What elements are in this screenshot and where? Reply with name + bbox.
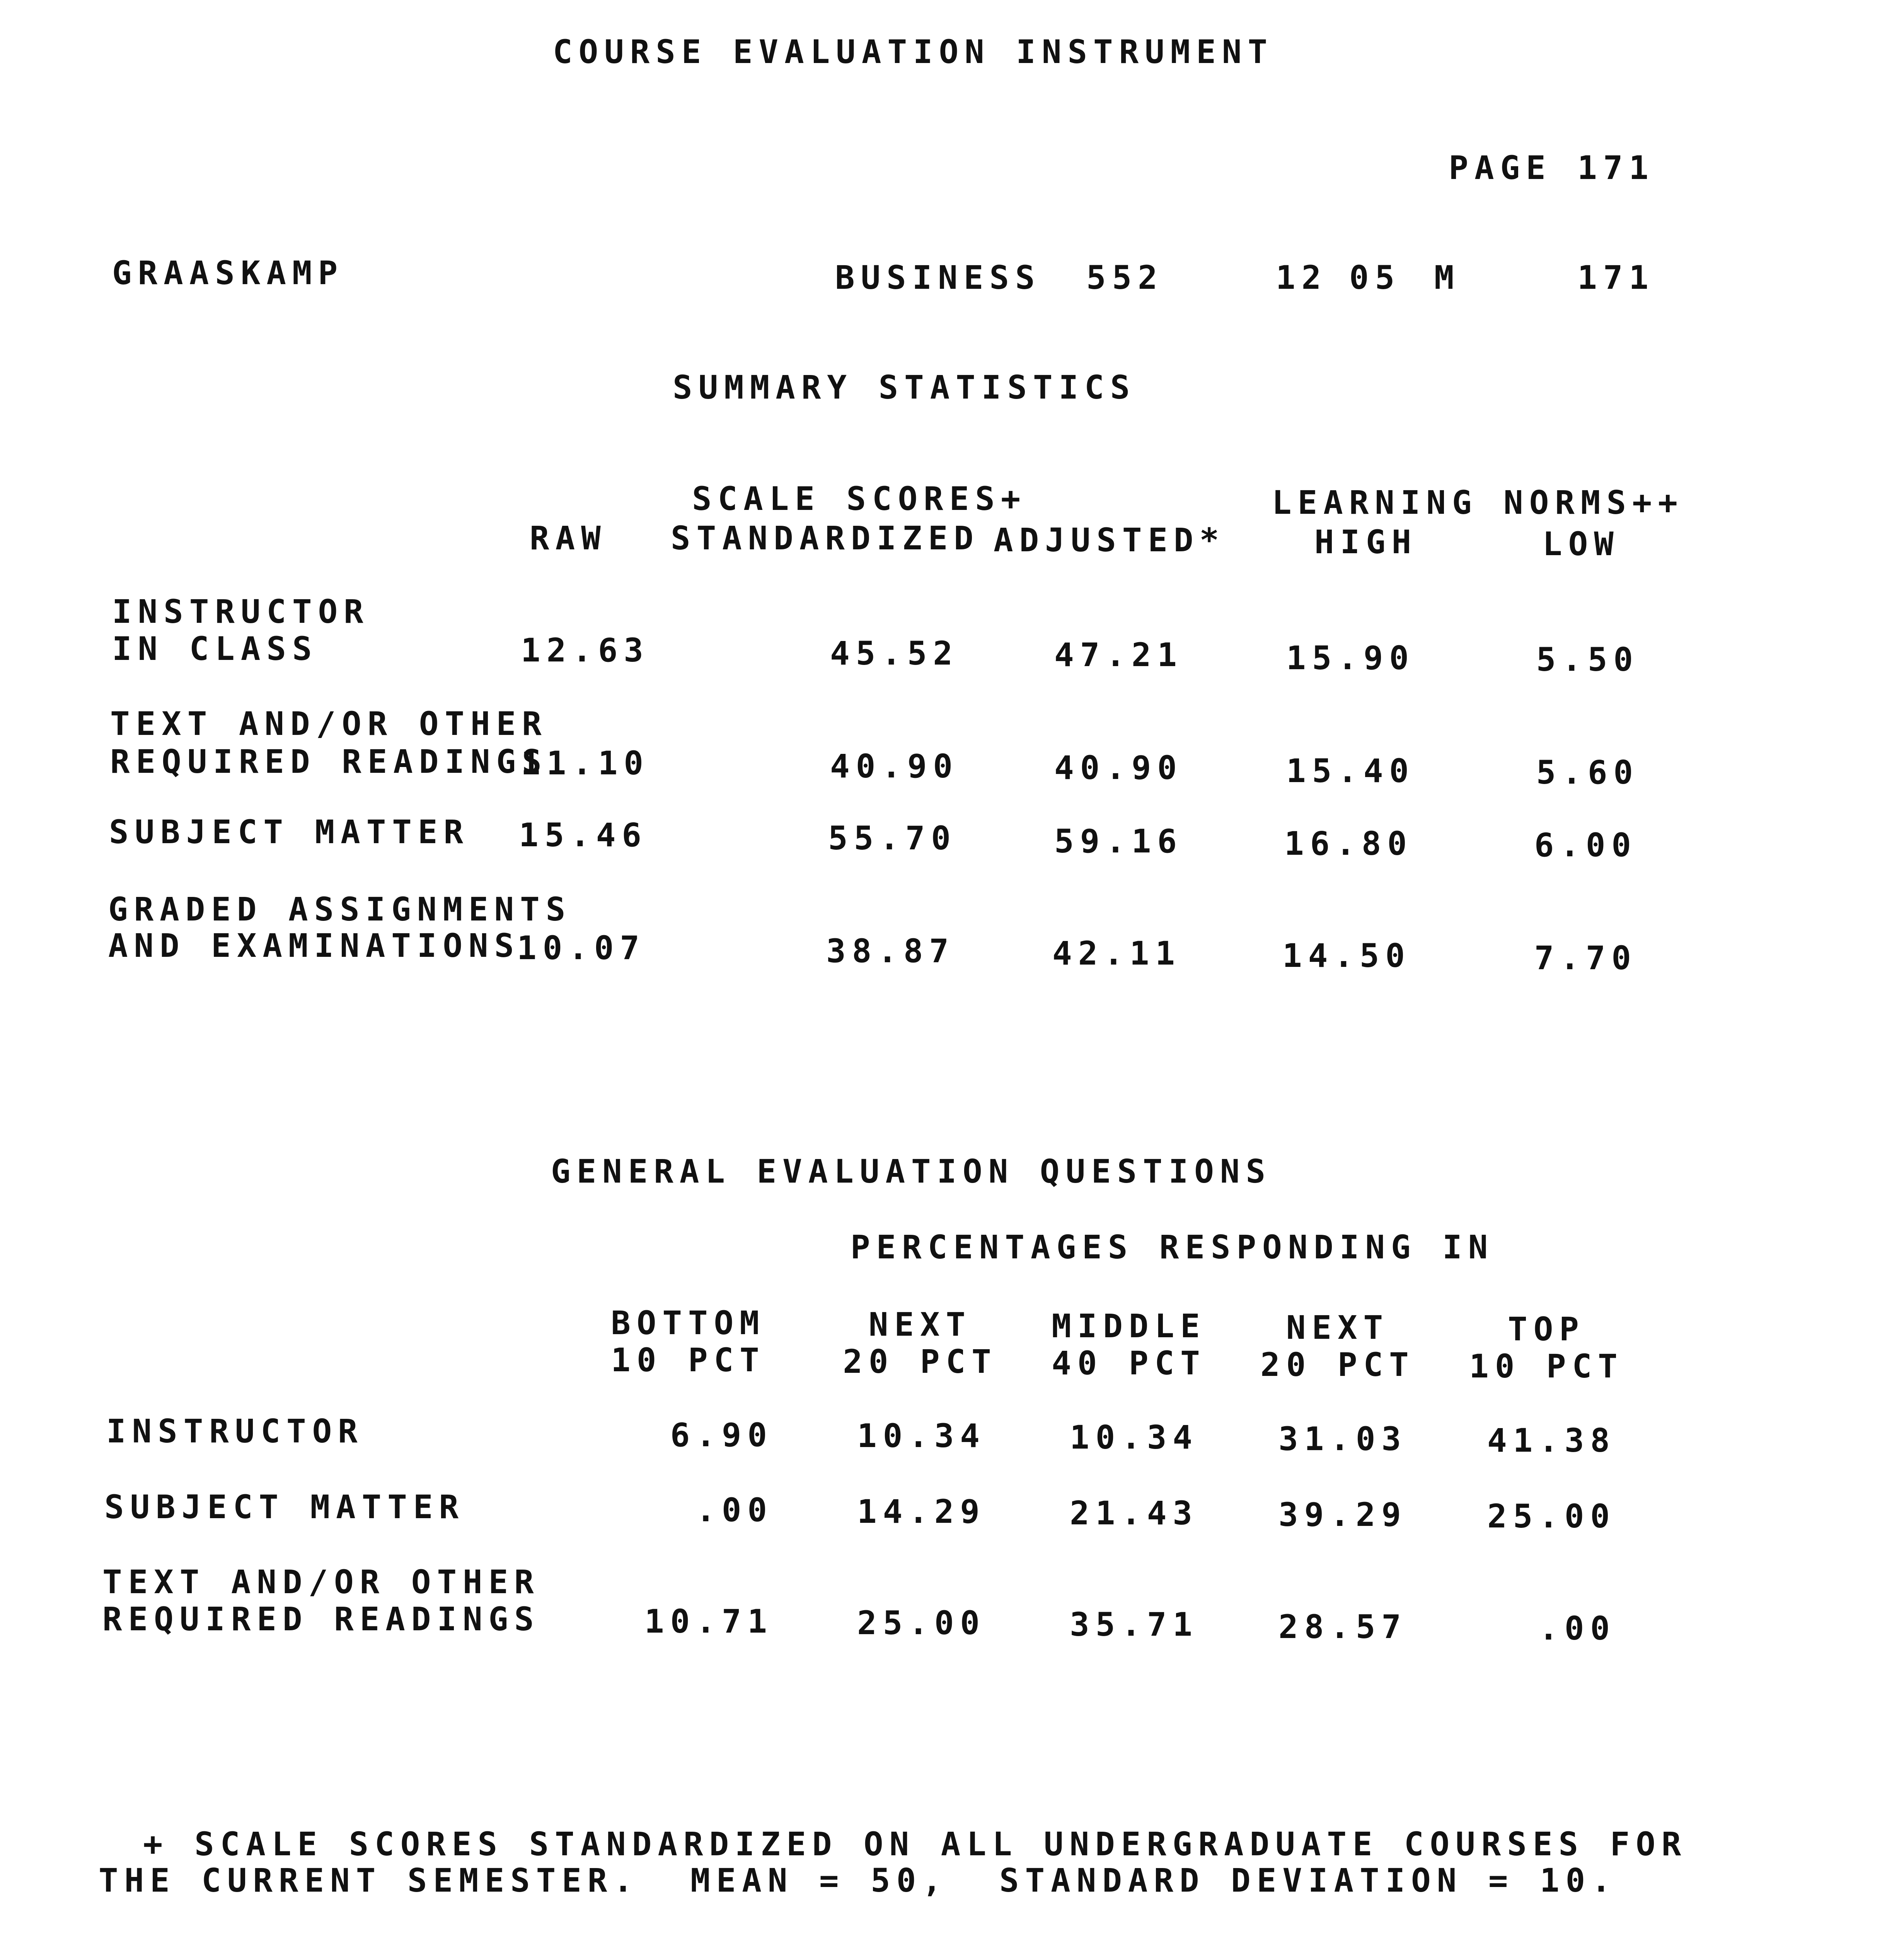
col-high: HIGH — [1314, 523, 1418, 561]
summary-raw: 11.10 — [521, 744, 649, 782]
pct-value: 14.29 — [857, 1493, 986, 1531]
summary-title: SUMMARY STATISTICS — [673, 368, 1136, 406]
learning-norms-header: LEARNING NORMS++ — [1272, 484, 1684, 522]
pct-value: 39.29 — [1278, 1496, 1407, 1534]
instructor-name: GRAASKAMP — [112, 254, 344, 292]
summary-standardized: 38.87 — [826, 932, 955, 970]
pct-col-header: NEXT — [868, 1306, 972, 1343]
summary-adjusted: 42.11 — [1052, 934, 1181, 972]
department: BUSINESS — [835, 259, 1041, 297]
pct-col-header: BOTTOM — [611, 1304, 765, 1342]
general-row-label: SUBJECT MATTER — [104, 1488, 465, 1526]
pct-value: 25.00 — [857, 1604, 986, 1642]
summary-raw: 10.07 — [517, 929, 646, 967]
summary-standardized: 45.52 — [830, 634, 959, 672]
summary-high: 14.50 — [1282, 937, 1411, 975]
general-title: GENERAL EVALUATION QUESTIONS — [551, 1152, 1272, 1190]
summary-row-label: GRADED ASSIGNMENTS — [108, 890, 572, 928]
footnote-scale-line2: THE CURRENT SEMESTER. MEAN = 50, STANDARD DEVIATION = 10. — [99, 1861, 1617, 1899]
general-row-label: REQUIRED READINGS — [102, 1600, 540, 1638]
summary-low: 7.70 — [1534, 939, 1637, 977]
summary-standardized: 55.70 — [828, 819, 957, 857]
pct-value: 28.57 — [1278, 1608, 1407, 1646]
summary-low: 5.60 — [1536, 753, 1639, 791]
pct-value: .00 — [1539, 1609, 1616, 1647]
pct-value: .00 — [696, 1491, 773, 1529]
pct-col-header: 40 PCT — [1052, 1344, 1206, 1382]
pct-value: 21.43 — [1070, 1494, 1198, 1532]
summary-row-label: IN CLASS — [112, 630, 318, 668]
course-page-number: 171 — [1577, 259, 1655, 297]
pct-col-header: MIDDLE — [1052, 1307, 1206, 1345]
summary-row-label: INSTRUCTOR — [112, 593, 370, 631]
general-row-label: TEXT AND/OR OTHER — [102, 1563, 540, 1601]
document-title: COURSE EVALUATION INSTRUMENT — [553, 33, 1274, 71]
pct-col-header: 20 PCT — [1260, 1346, 1415, 1384]
summary-adjusted: 59.16 — [1054, 822, 1183, 860]
pct-col-header: NEXT — [1286, 1309, 1389, 1347]
page-label: PAGE 171 — [1449, 149, 1655, 187]
pct-value: 10.34 — [857, 1417, 986, 1455]
general-subtitle: PERCENTAGES RESPONDING IN — [851, 1228, 1494, 1266]
col-standardized: STANDARDIZED — [671, 519, 980, 557]
summary-row-label: TEXT AND/OR OTHER — [110, 705, 548, 743]
pct-col-header: TOP — [1508, 1310, 1585, 1348]
summary-adjusted: 40.90 — [1054, 749, 1183, 787]
pct-value: 10.71 — [644, 1602, 773, 1640]
section-a: 12 — [1276, 259, 1328, 297]
summary-low: 5.50 — [1536, 641, 1639, 678]
pct-col-header: 20 PCT — [843, 1343, 997, 1381]
summary-adjusted: 47.21 — [1054, 636, 1183, 674]
pct-value: 10.34 — [1070, 1418, 1198, 1456]
summary-high: 15.90 — [1286, 639, 1415, 677]
scale-scores-header: SCALE SCORES+ — [692, 480, 1027, 518]
col-adjusted: ADJUSTED* — [994, 521, 1226, 559]
col-raw: RAW — [530, 519, 607, 557]
pct-value: 31.03 — [1278, 1420, 1407, 1458]
summary-standardized: 40.90 — [830, 747, 959, 785]
pct-value: 35.71 — [1070, 1606, 1198, 1643]
pct-value: 41.38 — [1487, 1422, 1616, 1459]
course-code: M — [1434, 259, 1460, 297]
summary-raw: 12.63 — [521, 631, 649, 669]
summary-row-label: AND EXAMINATIONS — [108, 927, 520, 965]
summary-high: 16.80 — [1284, 825, 1413, 863]
footnote-scale-line1: + SCALE SCORES STANDARDIZED ON ALL UNDERGRADUATE COURSES FOR — [143, 1825, 1688, 1863]
col-low: LOW — [1543, 525, 1620, 563]
summary-raw: 15.46 — [519, 816, 648, 854]
pct-value: 6.90 — [670, 1416, 773, 1454]
course-number: 552 — [1086, 259, 1164, 297]
summary-row-label: REQUIRED READINGS — [110, 743, 548, 781]
general-row-label: INSTRUCTOR — [106, 1412, 364, 1450]
pct-col-header: 10 PCT — [611, 1341, 765, 1379]
summary-row-label: SUBJECT MATTER — [109, 813, 470, 851]
pct-col-header: 10 PCT — [1469, 1347, 1624, 1385]
summary-low: 6.00 — [1534, 826, 1637, 864]
section-b: 05 — [1349, 259, 1401, 297]
pct-value: 25.00 — [1487, 1497, 1616, 1535]
summary-high: 15.40 — [1286, 752, 1415, 790]
